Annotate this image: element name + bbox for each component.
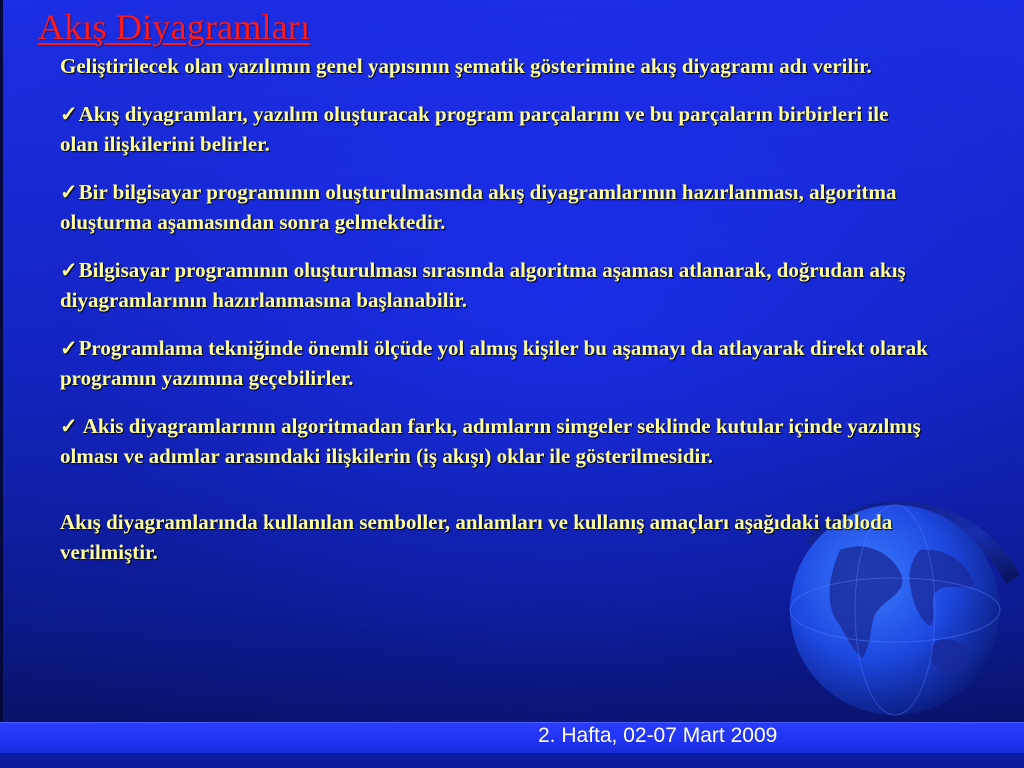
- check-icon: ✓: [60, 257, 78, 282]
- bullet-text: Bilgisayar programının oluşturulması sırasında algoritma aşaması atlanarak, doğrudan akış diyagramlarının hazırlanmasına başlanabilir.: [60, 257, 906, 312]
- intro-paragraph: Geliştirilecek olan yazılımın genel yapısının şematik gösterimine akış diyagramı adı verilir.: [60, 54, 872, 78]
- bullet-text: Akis diyagramlarının algoritmadan farkı, adımların simgeler seklinde kutular içinde yazılmış olması ve adımlar arasındaki ilişkilerin (iş akışı) oklar ile gösterilmesidir.: [60, 413, 921, 468]
- footer-bar: [0, 722, 1024, 754]
- bullet-item: [60, 99, 930, 160]
- bullet-text: Programlama tekniğinde önemli ölçüde yol almış kişiler bu aşamayı da atlayarak direkt olarak programın yazımına geçebilirler.: [60, 335, 928, 390]
- slide-body: [60, 51, 930, 585]
- bullet-item: [60, 177, 930, 238]
- bullet-text: Bir bilgisayar programının oluşturulmasında akış diyagramlarının hazırlanması, algoritma oluşturma aşamasından sonra gelmektedir.: [60, 179, 897, 234]
- check-icon: ✓: [60, 101, 78, 126]
- footer-date: 2. Hafta, 02-07 Mart 2009: [538, 724, 778, 747]
- check-icon: ✓: [60, 413, 78, 438]
- bullet-text: Akış diyagramları, yazılım oluşturacak program parçalarını ve bu parçaların birbirleri ile olan ilişkilerini belirler.: [60, 101, 889, 156]
- bullet-item: [60, 411, 930, 472]
- slide-title: Akış Diyagramları: [38, 7, 311, 47]
- closing-paragraph: Akış diyagramlarında kullanılan semboller, anlamları ve kullanış amaçları aşağıdaki tabloda verilmiştir.: [60, 509, 893, 564]
- check-icon: ✓: [60, 335, 78, 360]
- bullet-item: [60, 333, 930, 394]
- footer-bottom-strip: [0, 753, 1024, 768]
- bullet-item: [60, 255, 930, 316]
- check-icon: ✓: [60, 179, 78, 204]
